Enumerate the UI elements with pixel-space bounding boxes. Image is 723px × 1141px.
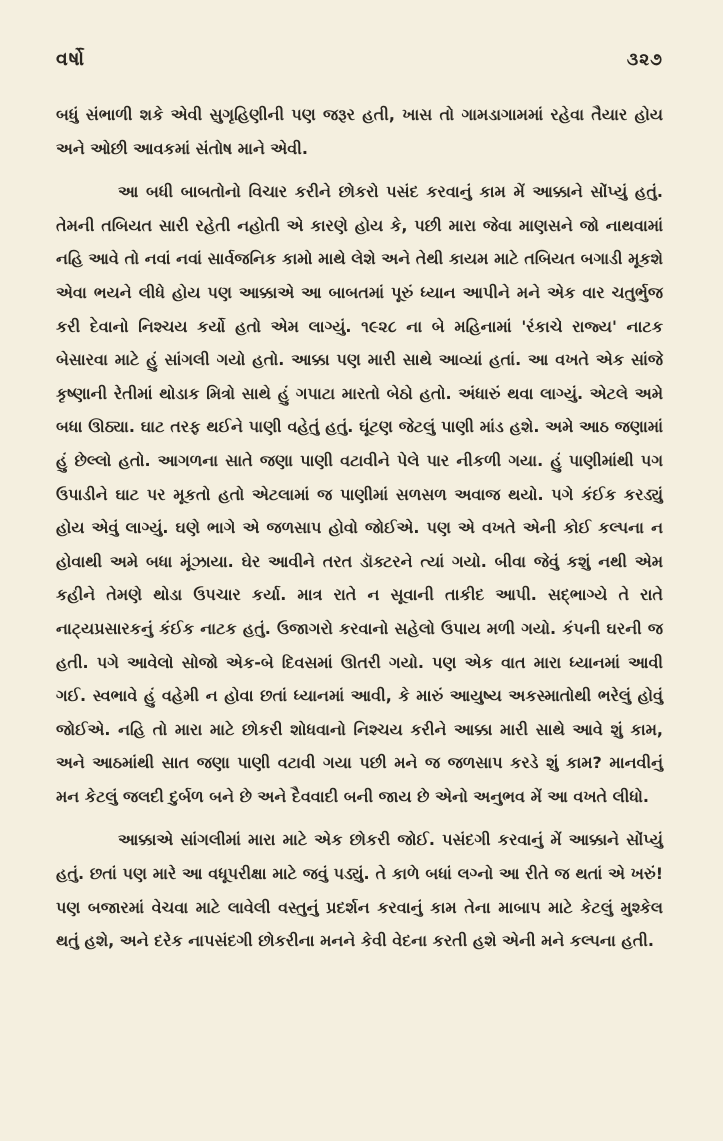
- page-number: ૩૨૭: [626, 50, 663, 70]
- running-title: વર્ષો: [56, 48, 86, 70]
- paragraph-bride-search: આક્કાએ સાંગલીમાં મારા માટે એક છોકરી જોઈ. પસંદગી કરવાનું મેં આક્કાને સોંપ્યું હતું. છતાં પણ મારે આ વધૂપરીક્ષા માટે જવું પડ્યું. તે કાળે બધાં લગ્નો આ રીતે જ થતાં એ ખરું! પણ બજારમાં વેચવા માટે લાવેલી વસ્તુનું પ્રદર્શન કરવાનું કામ તેના માબાપ માટે કેટલું મુશ્કેલ થતું હશે, અને દરેક નાપસંદગી છોકરીના મનને કેવી વેદના કરતી હશે એની મને કલ્પના હતી.: [56, 830, 663, 951]
- paragraph-continuation: બધું સંભાળી શકે એવી સુગૃહિણીની પણ જરૂર હતી, ખાસ તો ગામડાગામમાં રહેવા તૈયાર હોય અને ઓછી આવકમાં સંતોષ માને એવી.: [56, 105, 663, 158]
- paragraph-snakebite: આ બધી બાબતોનો વિચાર કરીને છોકરો પસંદ કરવાનું કામ મેં આક્કાને સોંપ્યું હતું. તેમની તબિયત સારી રહેતી નહોતી એ કારણે હોય કે, પછી મારા જેવા માણસને જો નાથવામાં નહિ આવે તો નવાં નવાં સાર્વજનિક કામો માથે લેશે અને તેથી કાયમ માટે તબિયત બગાડી મૂકશે એવા ભયને લીધે હોય પણ આક્કાએ આ બાબતમાં પૂરું ધ્યાન આપીને મને એક વાર ચતુર્ભુજ કરી દેવાનો નિશ્ચય કર્યો હતો એમ લાગ્યું. ૧૯૨૮ ના બે મહિનામાં 'રંકાચે રાજ્ય' નાટક બેસારવા માટે હું સાંગલી ગયો હતો. આક્કા પણ મારી સાથે આવ્યાં હતાં. આ વખતે એક સાંજે કૃષ્ણાની રેતીમાં થોડાક મિત્રો સાથે હું ગપાટા મારતો બેઠો હતો. અંધારું થવા લાગ્યું. એટલે અમે બધા ઊઠ્યા. ઘાટ તરફ થઈને પાણી વહેતું હતું. ઘૂંટણ જેટલું પાણી માંડ હશે. અમે આઠ જણામાં હું છેલ્લો હતો. આગળના સાતે જણા પાણી વટાવીને પેલે પાર નીકળી ગયા. હું પાણીમાંથી પગ ઉપાડીને ઘાટ પર મૂકતો હતો એટલામાં જ પાણીમાં સળસળ અવાજ થયો. પગે કંઈક કરડ્યું હોય એવું લાગ્યું. ઘણે ભાગે એ જળસાપ હોવો જોઈએ. પણ એ વખતે એની કોઈ કલ્પના ન હોવાથી અમે બધા મૂંઝાયા. ઘેર આવીને તરત ડૉક્ટરને ત્યાં ગયો. બીવા જેવું કશું નથી એમ કહીને તેમણે થોડા ઉપચાર કર્યા. માત્ર રાતે ન સૂવાની તાકીદ આપી. સદ્ભાગ્યે તે રાતે નાટ્યપ્રસારકનું કંઈક નાટક હતું. ઉજાગરો કરવાનો સહેલો ઉપાય મળી ગયો. કંપની ઘરની જ હતી. પગે આવેલો સોજો એક-બે દિવસમાં ઊતરી ગયો. પણ એક વાત મારા ધ્યાનમાં આવી ગઈ. સ્વભાવે હું વહેમી ન હોવા છતાં ધ્યાનમાં આવી, કે મારું આયુષ્ય અકસ્માતોથી ભરેલું હોવું જોઈએ. નહિ તો મારા માટે છોકરી શોધવાનો નિશ્ચય કરીને આક્કા મારી સાથે આવે શું કામ, અને આઠમાંથી સાત જણા પાણી વટાવી ગયા પછી મને જ જળસાપ કરડે શું કામ? માનવીનું મન કેટલું જલદી દુર્બળ બને છે અને દૈવવાદી બની જાય છે એનો અનુભવ મેં આ વખતે લીધો.: [56, 182, 663, 806]
- page-header: [56, 48, 663, 70]
